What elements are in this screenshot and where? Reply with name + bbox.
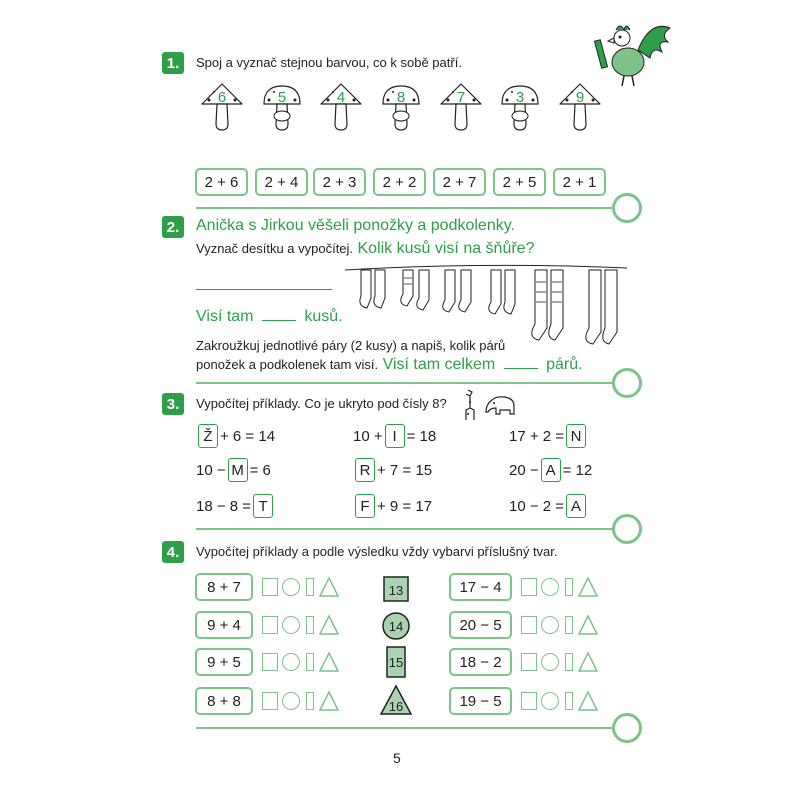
- expression-box[interactable]: 2 + 5: [493, 168, 546, 196]
- giraffe-icon: [458, 388, 478, 422]
- question-text: Kolik kusů visí na šňůře?: [357, 240, 535, 257]
- separator-line: [196, 382, 614, 384]
- letter-box[interactable]: N: [566, 424, 586, 448]
- expression-box[interactable]: 8 + 7: [195, 573, 253, 601]
- letter-box[interactable]: F: [355, 494, 375, 518]
- circle-shape[interactable]: [541, 616, 559, 634]
- equation-part: 18 − 8 =: [196, 497, 252, 515]
- circle-shape[interactable]: [282, 616, 300, 634]
- task-number-badge: 2.: [162, 216, 184, 238]
- expression-box[interactable]: 2 + 2: [373, 168, 426, 196]
- task-number-badge: 1.: [162, 52, 184, 74]
- expression-box[interactable]: 2 + 6: [195, 168, 248, 196]
- circle-shape[interactable]: [282, 578, 300, 596]
- triangle-shape[interactable]: [577, 614, 599, 636]
- mushroom-number: 7: [456, 89, 466, 106]
- rectangle-shape[interactable]: [306, 653, 314, 671]
- elephant-icon: [484, 394, 518, 418]
- mushroom-number: 3: [515, 89, 525, 106]
- answer-prefix: Visí tam celkem: [382, 356, 496, 373]
- rectangle-shape[interactable]: [565, 578, 573, 596]
- mushroom-number: 5: [277, 89, 287, 106]
- task3-instruction: Vypočítej příklady. Co je ukryto pod čísly 8?: [196, 396, 447, 411]
- letter-box[interactable]: M: [228, 458, 248, 482]
- equation: [353, 494, 432, 518]
- equation-part: 10 +: [353, 427, 383, 445]
- triangle-shape[interactable]: [318, 614, 340, 636]
- rectangle-shape[interactable]: [565, 653, 573, 671]
- equation: [509, 494, 588, 518]
- mushroom-number: 9: [575, 89, 585, 106]
- expression-box[interactable]: 19 − 5: [449, 687, 512, 715]
- equation: [353, 424, 436, 448]
- circle-shape[interactable]: [541, 692, 559, 710]
- square-shape[interactable]: [521, 616, 537, 634]
- answer-blank[interactable]: [262, 320, 296, 321]
- triangle-shape[interactable]: [318, 651, 340, 673]
- letter-box[interactable]: A: [541, 458, 561, 482]
- expression-box[interactable]: 2 + 4: [255, 168, 308, 196]
- answer-prefix: Visí tam: [196, 308, 254, 325]
- expression-box[interactable]: 9 + 4: [195, 611, 253, 639]
- mushroom-icon[interactable]: [200, 80, 244, 134]
- rectangle-shape[interactable]: [306, 692, 314, 710]
- triangle-shape[interactable]: [577, 576, 599, 598]
- square-shape[interactable]: [262, 578, 278, 596]
- score-circle[interactable]: [612, 514, 642, 544]
- separator-line: [196, 528, 614, 530]
- separator-line: [196, 207, 614, 209]
- equation: [353, 458, 432, 482]
- rectangle-shape[interactable]: [565, 692, 573, 710]
- triangle-shape[interactable]: [318, 576, 340, 598]
- score-circle[interactable]: [612, 368, 642, 398]
- answer-blank[interactable]: [504, 368, 538, 369]
- legend-number: 16: [388, 699, 404, 714]
- equation-part: + 9 = 17: [377, 497, 433, 515]
- letter-box[interactable]: Ž: [198, 424, 218, 448]
- task2-title: Anička s Jirkou věšeli ponožky a podkolenky.: [196, 217, 515, 234]
- square-shape[interactable]: [521, 692, 537, 710]
- triangle-shape[interactable]: [318, 690, 340, 712]
- equation-part: = 6: [249, 461, 271, 479]
- equation: [196, 424, 275, 448]
- answer-suffix: kusů.: [304, 308, 343, 325]
- mushroom-number: 6: [217, 89, 227, 106]
- equation-part: = 18: [406, 427, 437, 445]
- equation-part: 10 − 2 =: [509, 497, 565, 515]
- mushroom-icon[interactable]: [439, 80, 483, 134]
- circle-shape[interactable]: [541, 578, 559, 596]
- square-shape[interactable]: [262, 653, 278, 671]
- legend-triangle: [380, 684, 412, 716]
- score-circle[interactable]: [612, 713, 642, 743]
- page-number: 5: [393, 750, 401, 766]
- mushroom-icon[interactable]: [379, 80, 423, 134]
- circle-shape[interactable]: [282, 653, 300, 671]
- letter-box[interactable]: T: [253, 494, 273, 518]
- legend-circle: [380, 611, 412, 643]
- task4-instruction: Vypočítej příklady a podle výsledku vždy vybarvi příslušný tvar.: [196, 544, 558, 559]
- square-shape[interactable]: [262, 616, 278, 634]
- equation-part: + 7 = 15: [377, 461, 433, 479]
- mushroom-number: 8: [396, 89, 406, 106]
- letter-box[interactable]: A: [566, 494, 586, 518]
- answer-line[interactable]: [196, 288, 332, 290]
- score-circle[interactable]: [612, 193, 642, 223]
- instruction-text: Vyznač desítku a vypočítej.: [196, 241, 354, 256]
- mushroom-icon[interactable]: [319, 80, 363, 134]
- equation: [509, 458, 592, 482]
- task1-instruction: Spoj a vyznač stejnou barvou, co k sobě patří.: [196, 55, 462, 70]
- task-number-badge: 4.: [162, 541, 184, 563]
- expression-box[interactable]: 8 + 8: [195, 687, 253, 715]
- rooster-illustration: [590, 10, 680, 90]
- equation-part: 17 + 2 =: [509, 427, 565, 445]
- expression-box[interactable]: 18 − 2: [449, 648, 512, 676]
- equation: [509, 424, 588, 448]
- equation: [196, 458, 271, 482]
- task2-instruction-b2: [196, 356, 583, 374]
- mushroom-icon[interactable]: [260, 80, 304, 134]
- legend-rectangle: [380, 646, 412, 678]
- square-shape[interactable]: [521, 653, 537, 671]
- instruction-text: ponožek a podkolenek tam visí.: [196, 357, 379, 372]
- mushroom-icon[interactable]: [558, 80, 602, 134]
- square-shape[interactable]: [262, 692, 278, 710]
- task-number-badge: 3.: [162, 393, 184, 415]
- equation-part: + 6 = 14: [220, 427, 276, 445]
- square-shape[interactable]: [521, 578, 537, 596]
- circle-shape[interactable]: [541, 653, 559, 671]
- equation-part: 10 −: [196, 461, 226, 479]
- letter-box[interactable]: R: [355, 458, 375, 482]
- legend-square: [380, 575, 412, 607]
- answer-suffix: párů.: [546, 356, 583, 373]
- expression-box[interactable]: 17 − 4: [449, 573, 512, 601]
- mushroom-number: 4: [336, 89, 346, 106]
- task2-instruction-a: [196, 240, 534, 258]
- triangle-shape[interactable]: [577, 690, 599, 712]
- expression-box[interactable]: 2 + 7: [433, 168, 486, 196]
- circle-shape[interactable]: [282, 692, 300, 710]
- mushroom-icon[interactable]: [498, 80, 542, 134]
- expression-box[interactable]: 20 − 5: [449, 611, 512, 639]
- letter-box[interactable]: I: [385, 424, 405, 448]
- rectangle-shape[interactable]: [306, 578, 314, 596]
- answer-sentence: [196, 308, 343, 326]
- expression-box[interactable]: 9 + 5: [195, 648, 253, 676]
- rectangle-shape[interactable]: [306, 616, 314, 634]
- equation: [196, 494, 275, 518]
- expression-box[interactable]: 2 + 1: [553, 168, 606, 196]
- triangle-shape[interactable]: [577, 651, 599, 673]
- equation-part: 20 −: [509, 461, 539, 479]
- rectangle-shape[interactable]: [565, 616, 573, 634]
- equation-part: = 12: [562, 461, 593, 479]
- legend-number: 15: [388, 655, 404, 670]
- legend-number: 14: [388, 619, 404, 634]
- legend-number: 13: [388, 583, 404, 598]
- task2-instruction-b1: Zakroužkuj jednotlivé páry (2 kusy) a napiš, kolik párů: [196, 338, 506, 353]
- expression-box[interactable]: 2 + 3: [313, 168, 366, 196]
- separator-line: [196, 727, 614, 729]
